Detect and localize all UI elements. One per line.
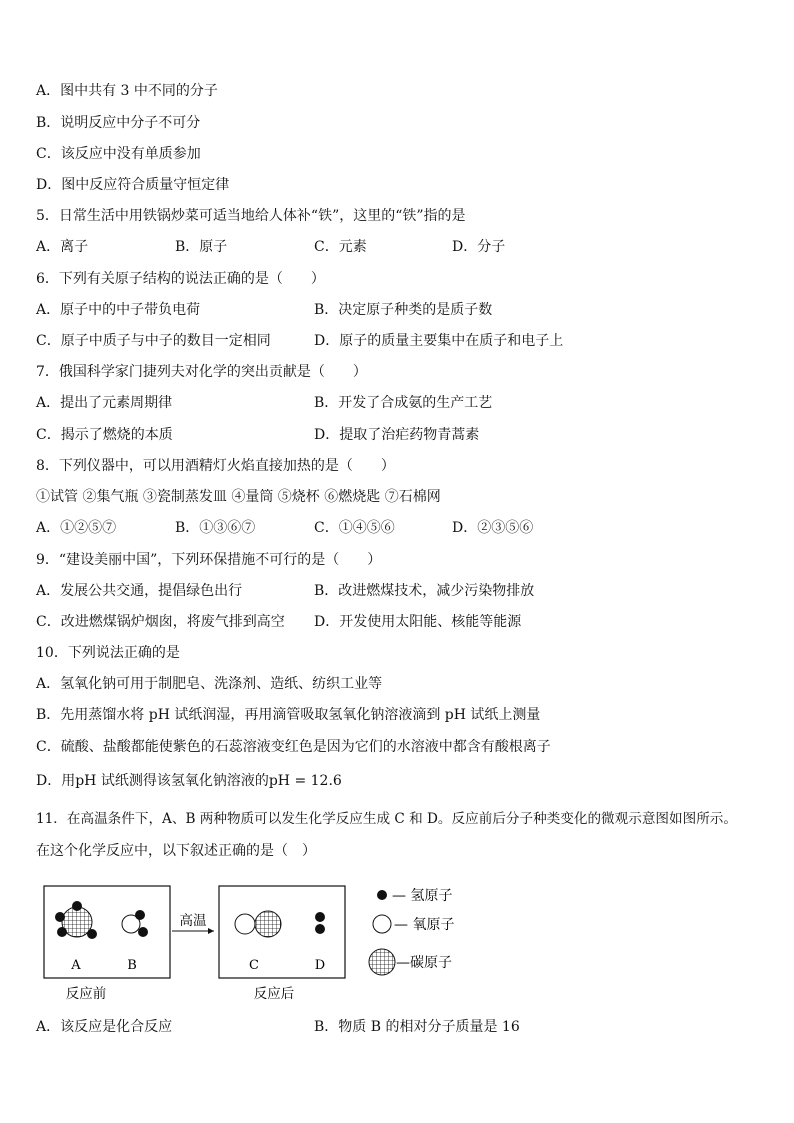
reaction-diagram: [36, 880, 476, 1005]
q11-option-a: A．该反应是化合反应: [36, 1019, 173, 1035]
q9-option-a: A．发展公共交通，提倡绿色出行: [36, 583, 243, 599]
q8-option-a: A．①②⑤⑦: [36, 520, 117, 536]
q5-option-b: B．原子: [175, 239, 228, 255]
legend-hydrogen-label: — 氢原子: [392, 888, 453, 904]
q8-stem: 8．下列仪器中，可以用酒精灯火焰直接加热的是（ ）: [36, 458, 395, 474]
q4-option-d: D．图中反应符合质量守恒定律: [36, 177, 230, 193]
molecule-d-icon: [315, 912, 325, 934]
q11-option-b: B．物质 B 的相对分子质量是 16: [314, 1019, 520, 1035]
q7-option-a: A．提出了元素周期律: [36, 395, 173, 411]
label-d: D: [314, 958, 326, 973]
q10-option-a: A．氢氧化钠可用于制肥皂、洗涤剂、造纸、纺织工业等: [36, 676, 383, 692]
q5-option-d: D．分子: [452, 239, 506, 255]
q8-option-d: D．②③⑤⑥: [452, 520, 534, 536]
q6-stem: 6．下列有关原子结构的说法正确的是（ ）: [36, 271, 325, 287]
q11-stem-line1: 11．在高温条件下，A、B 两种物质可以发生化学反应生成 C 和 D。反应前后分子种类变化的微观示意图如图所示。: [36, 811, 737, 827]
q4-option-b: B．说明反应中分子不可分: [36, 115, 201, 131]
q9-option-b: B．改进燃煤技术，减少污染物排放: [314, 583, 535, 599]
q9-option-c: C．改进燃煤锅炉烟囱，将废气排到高空: [36, 614, 285, 630]
legend-hydrogen-icon: [377, 890, 387, 900]
legend-carbon-label: —碳原子: [396, 955, 452, 971]
q10-option-b: B．先用蒸馏水将 pH 试纸润湿，再用滴管吸取氢氧化钠溶液滴到 pH 试纸上测量: [36, 707, 541, 723]
before-caption: 反应前: [65, 986, 107, 1002]
q8-option-b: B．①③⑥⑦: [175, 520, 256, 536]
q5-option-c: C．元素: [314, 239, 367, 255]
q5-stem: 5．日常生活中用铁锅炒菜可适当地给人体补“铁”，这里的“铁”指的是: [36, 208, 466, 224]
q6-option-b: B．决定原子种类的是质子数: [314, 302, 493, 318]
after-caption: 反应后: [253, 986, 295, 1002]
q6-option-a: A．原子中的中子带负电荷: [36, 302, 201, 318]
q6-option-d: D．原子的质量主要集中在质子和电子上: [314, 333, 564, 349]
arrow-condition-label: 高温: [179, 913, 207, 929]
legend-carbon-icon: [369, 949, 395, 975]
q9-option-d: D．开发使用太阳能、核能等能源: [314, 614, 522, 630]
after-box: [219, 886, 345, 978]
q7-stem: 7．俄国科学家门捷列夫对化学的突出贡献是（ ）: [36, 364, 367, 380]
label-a: A: [71, 958, 81, 973]
q7-option-b: B．开发了合成氨的生产工艺: [314, 395, 493, 411]
q10-option-c: C．硫酸、盐酸都能使紫色的石蕊溶液变红色是因为它们的水溶液中都含有酸根离子: [36, 739, 551, 755]
q5-option-a: A．离子: [36, 239, 89, 255]
label-c: C: [249, 958, 259, 973]
q4-option-a: A．图中共有 3 中不同的分子: [36, 83, 218, 99]
q10-option-d: D．用pH 试纸测得该氢氧化钠溶液的pH = 12.6: [36, 773, 342, 789]
molecule-a-icon: [55, 901, 97, 939]
molecule-b-icon: [122, 910, 148, 937]
q11-stem-line2: 在这个化学反应中，以下叙述正确的是（ ）: [36, 843, 316, 859]
q4-option-c: C．该反应中没有单质参加: [36, 146, 201, 162]
legend-oxygen-icon: [373, 915, 391, 933]
q8-items: ①试管 ②集气瓶 ③瓷制蒸发皿 ④量筒 ⑤烧杯 ⑥燃烧匙 ⑦石棉网: [36, 489, 441, 505]
q8-option-c: C．①④⑤⑥: [314, 520, 395, 536]
q7-option-c: C．揭示了燃烧的本质: [36, 427, 173, 443]
q9-stem: 9．“建设美丽中国”，下列环保措施不可行的是（ ）: [36, 552, 382, 568]
legend-oxygen-label: — 氧原子: [394, 917, 455, 933]
q10-stem: 10．下列说法正确的是: [36, 645, 180, 661]
molecule-c-icon: [235, 911, 281, 937]
q6-option-c: C．原子中质子与中子的数目一定相同: [36, 333, 271, 349]
label-b: B: [127, 958, 137, 973]
q7-option-d: D．提取了治疟药物青蒿素: [314, 427, 480, 443]
